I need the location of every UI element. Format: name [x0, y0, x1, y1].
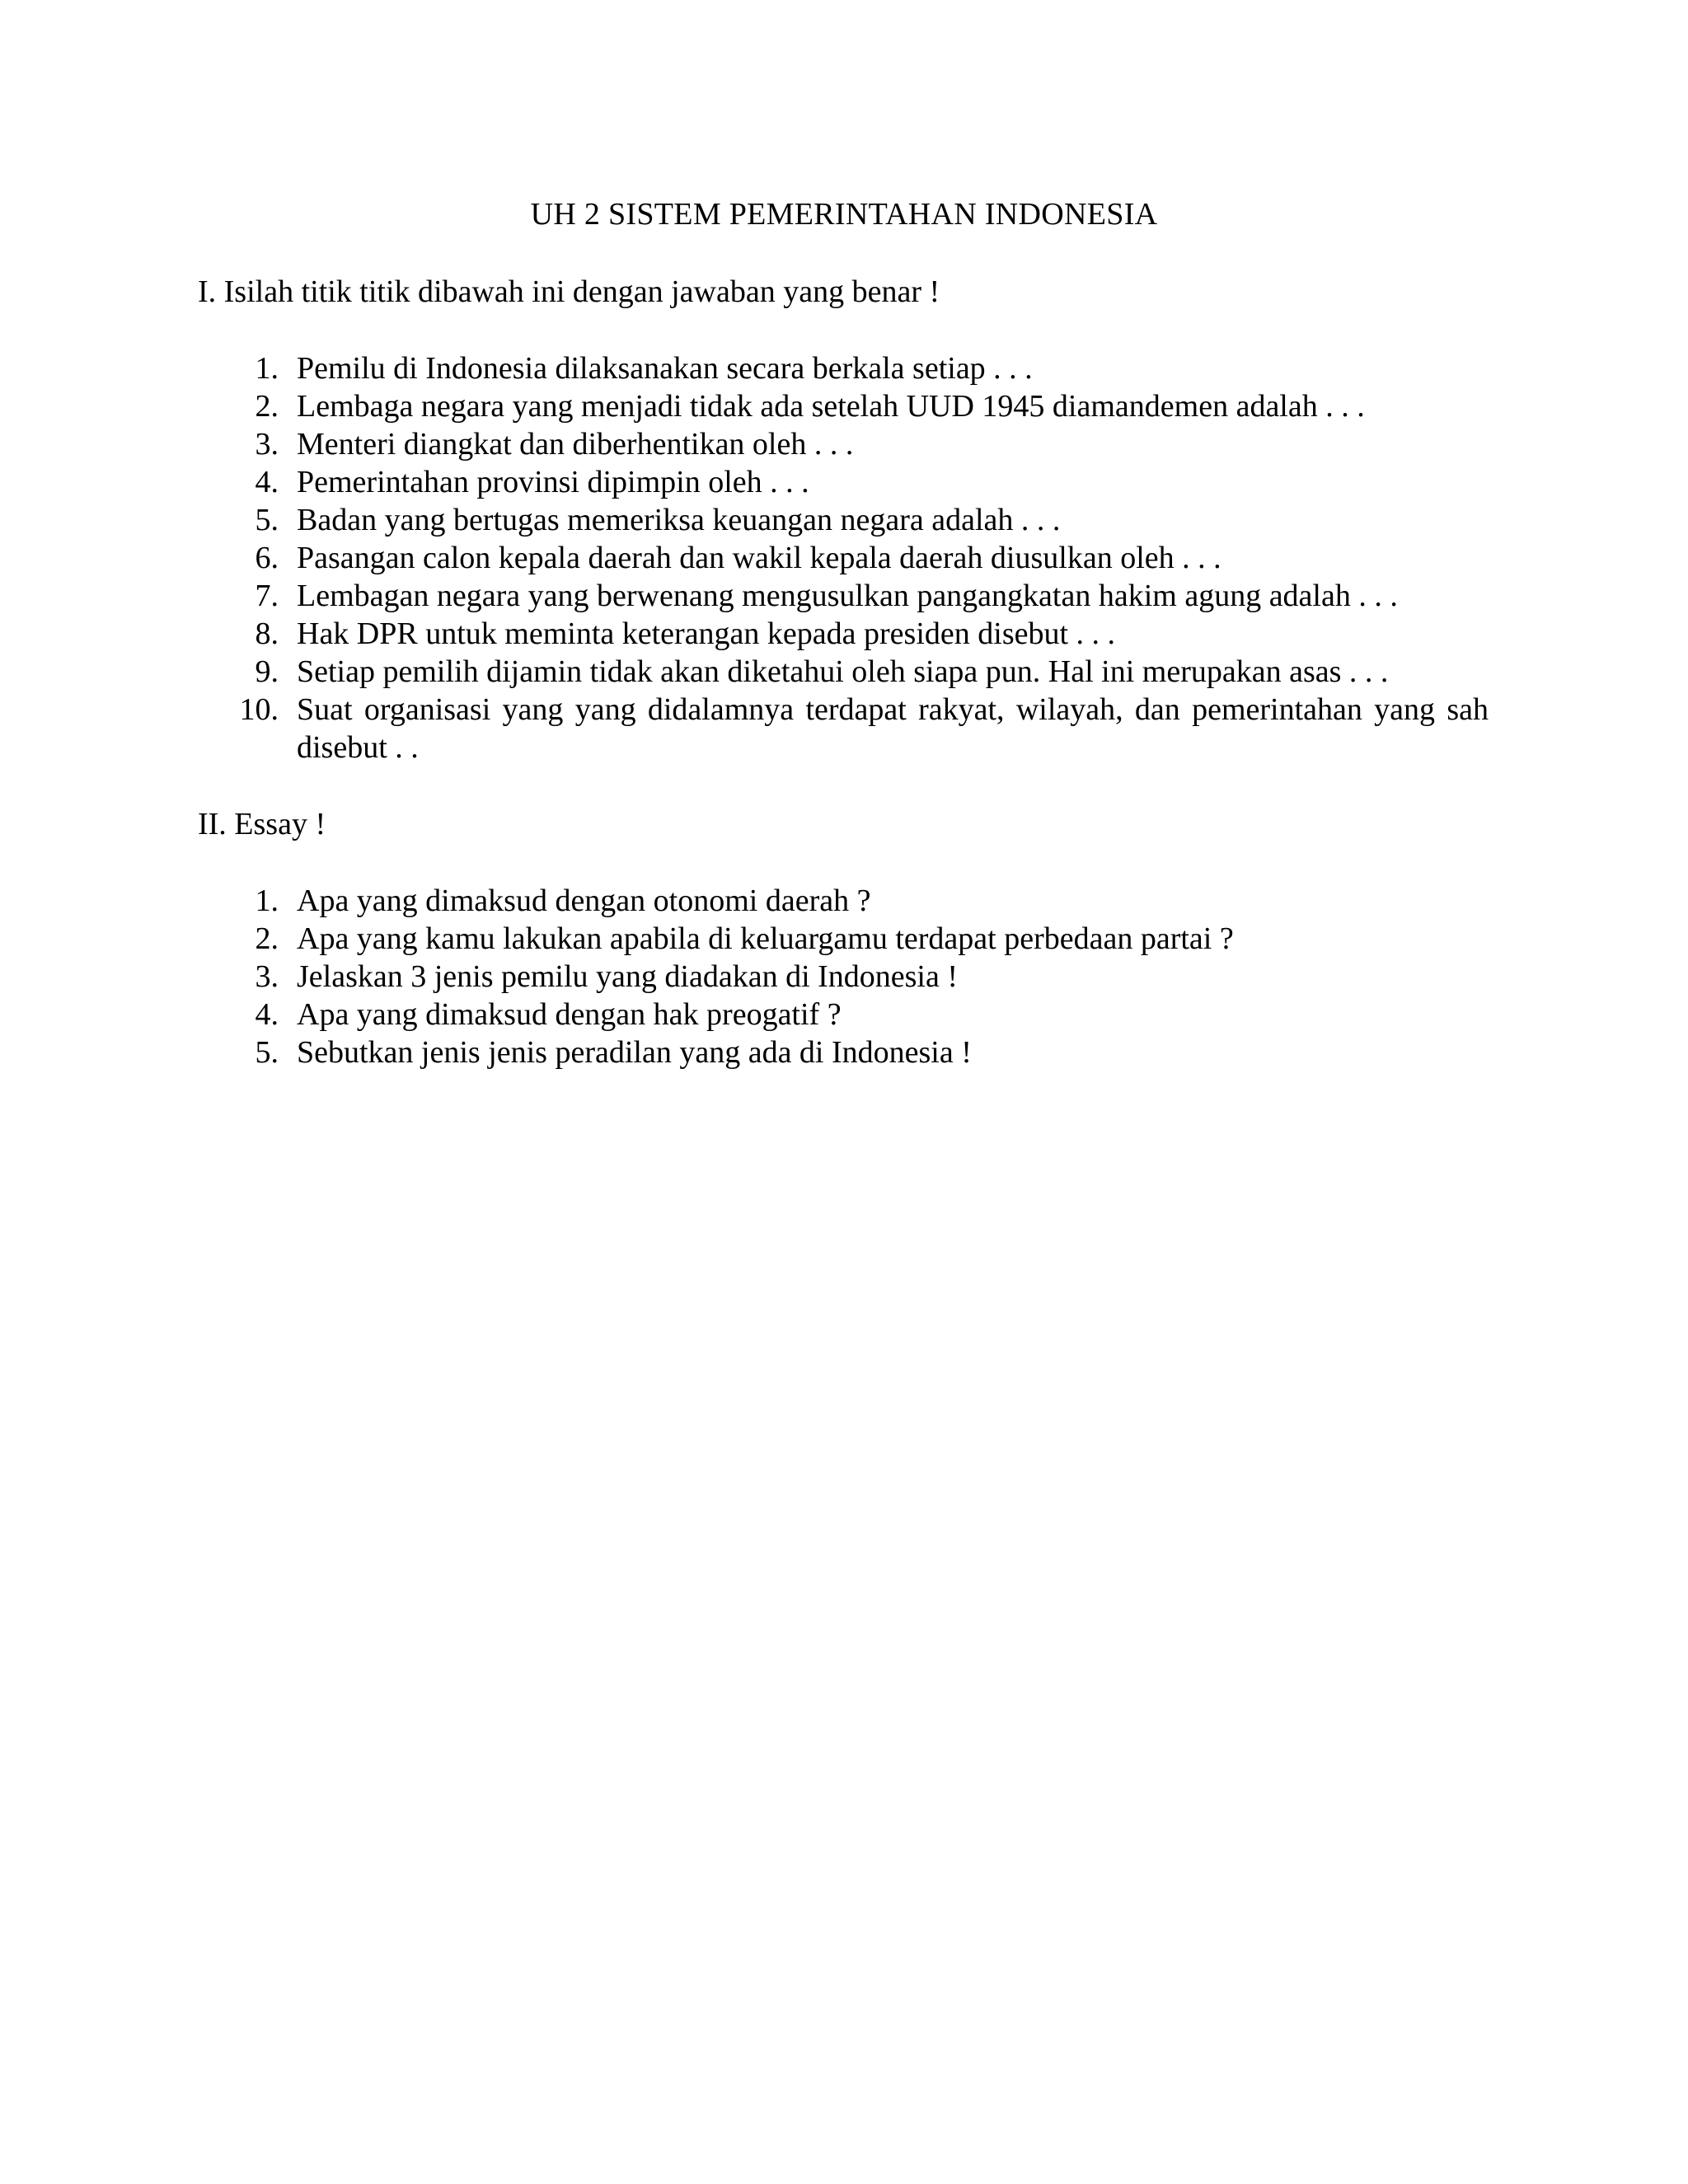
- question-item: [198, 501, 1489, 539]
- question-number: 3.: [255, 427, 279, 462]
- question-item: [198, 996, 1489, 1033]
- question-item: [198, 653, 1489, 691]
- question-text: Jelaskan 3 jenis pemilu yang diadakan di Indonesia !: [297, 959, 959, 994]
- question-item: [198, 349, 1489, 387]
- question-text: Setiap pemilih dijamin tidak akan diketahui oleh siapa pun. Hal ini merupakan asas . . .: [297, 654, 1389, 689]
- question-item: [198, 958, 1489, 996]
- question-number: 9.: [255, 654, 279, 689]
- question-number: 6.: [255, 541, 279, 575]
- section-heading-fill-in: I. Isilah titik titik dibawah ini dengan jawaban yang benar !: [198, 274, 940, 309]
- question-text: Hak DPR untuk meminta keterangan kepada presiden disebut . . .: [297, 616, 1116, 651]
- question-item: [198, 539, 1489, 577]
- question-number: 1.: [255, 883, 279, 918]
- fill-in-question-list: [198, 349, 1489, 766]
- question-number: 1.: [255, 351, 279, 386]
- question-text: Sebutkan jenis jenis peradilan yang ada di Indonesia !: [297, 1035, 972, 1070]
- question-text: Pasangan calon kepala daerah dan wakil kepala daerah diusulkan oleh . . .: [297, 541, 1221, 575]
- question-item: [198, 615, 1489, 653]
- question-number: 5.: [255, 1035, 279, 1070]
- question-text: Lembaga negara yang menjadi tidak ada setelah UUD 1945 diamandemen adalah . . .: [297, 389, 1365, 424]
- question-text: Pemilu di Indonesia dilaksanakan secara berkala setiap . . .: [297, 351, 1033, 386]
- document-title: UH 2 SISTEM PEMERINTAHAN INDONESIA: [530, 197, 1158, 232]
- question-item: [198, 920, 1489, 958]
- essay-question-list: [198, 882, 1489, 1071]
- question-text: Lembagan negara yang berwenang mengusulkan pangangkatan hakim agung adalah . . .: [297, 579, 1398, 613]
- question-text: Suat organisasi yang yang didalamnya terdapat rakyat, wilayah, dan pemerintahan yang sah disebut . .: [297, 692, 1489, 765]
- section-heading-essay: II. Essay !: [198, 807, 326, 841]
- question-number: 5.: [255, 503, 279, 537]
- question-text: Pemerintahan provinsi dipimpin oleh . . .: [297, 465, 809, 499]
- question-number: 3.: [255, 959, 279, 994]
- question-item: [198, 691, 1489, 766]
- question-number: 8.: [255, 616, 279, 651]
- question-item: [198, 577, 1489, 615]
- question-item: [198, 425, 1489, 463]
- question-text: Apa yang kamu lakukan apabila di keluargamu terdapat perbedaan partai ?: [297, 921, 1234, 956]
- question-number: 4.: [255, 465, 279, 499]
- question-text: Menteri diangkat dan diberhentikan oleh . . .: [297, 427, 854, 462]
- question-item: [198, 387, 1489, 425]
- question-number: 2.: [255, 389, 279, 424]
- question-item: [198, 463, 1489, 501]
- question-item: [198, 1033, 1489, 1071]
- question-text: Badan yang bertugas memeriksa keuangan negara adalah . . .: [297, 503, 1061, 537]
- question-number: 10.: [239, 692, 279, 727]
- question-number: 7.: [255, 579, 279, 613]
- question-text: Apa yang dimaksud dengan hak preogatif ?: [297, 997, 842, 1032]
- question-number: 4.: [255, 997, 279, 1032]
- question-number: 2.: [255, 921, 279, 956]
- question-item: [198, 882, 1489, 920]
- question-text: Apa yang dimaksud dengan otonomi daerah ?: [297, 883, 871, 918]
